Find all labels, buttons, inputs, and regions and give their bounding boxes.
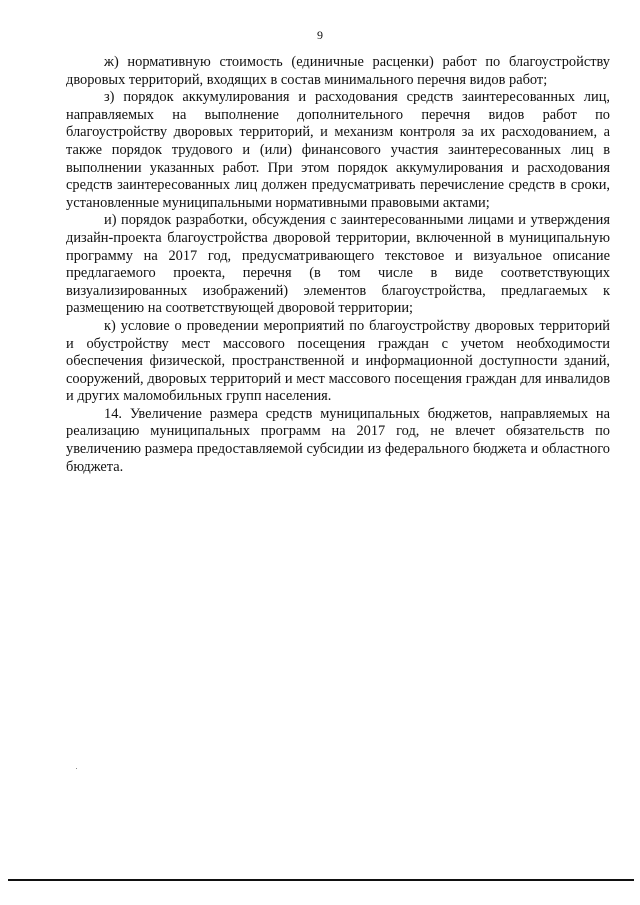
paragraph-clause-14: 14. Увеличение размера средств муниципальных бюджетов, направляемых на реализацию муниципальных программ на 2017 год, не влечет обязательств по увеличению размера предоставляемой субсидии из федерального бюджета и областного бюджета. [66, 405, 610, 475]
paragraph-item-k: к) условие о проведении мероприятий по благоустройству дворовых территорий и обустройству мест массового посещения граждан с учетом необходимости обеспечения физической, пространственной и информационной доступности зданий, сооружений, дворовых территорий и мест массового посещения граждан для инвалидов и других маломобильных групп населения. [66, 317, 610, 405]
document-body [66, 54, 610, 476]
page-number: 9 [317, 28, 323, 42]
paragraph-item-z: з) порядок аккумулирования и расходования средств заинтересованных лиц, направляемых на выполнение дополнительного перечня видов работ по благоустройству дворовых территорий, и механизм контроля за их расходованием, а также порядок трудового и (или) финансового участия заинтересованных лиц в выполнении указанных работ. При этом порядок аккумулирования и расходования средств заинтересованных лиц должен предусматривать перечисление средств в сроки, установленные муниципальными нормативными правовыми актами; [66, 89, 610, 211]
paragraph-item-i: и) порядок разработки, обсуждения с заинтересованными лицами и утверждения дизайн-проекта благоустройства дворовой территории, включенной в муниципальную программу на 2017 год, предусматривающего текстовое и визуальное описание предлагаемого проекта, перечня (в том числе в виде соответствующих визуализированных изображений) элементов благоустройства, предлагаемых к размещению на соответствующей дворовой территории; [66, 212, 610, 317]
bottom-rule [8, 879, 634, 881]
scan-speck [76, 768, 77, 769]
paragraph-item-zh: ж) нормативную стоимость (единичные расценки) работ по благоустройству дворовых территорий, входящих в состав минимального перечня видов работ; [66, 54, 610, 88]
